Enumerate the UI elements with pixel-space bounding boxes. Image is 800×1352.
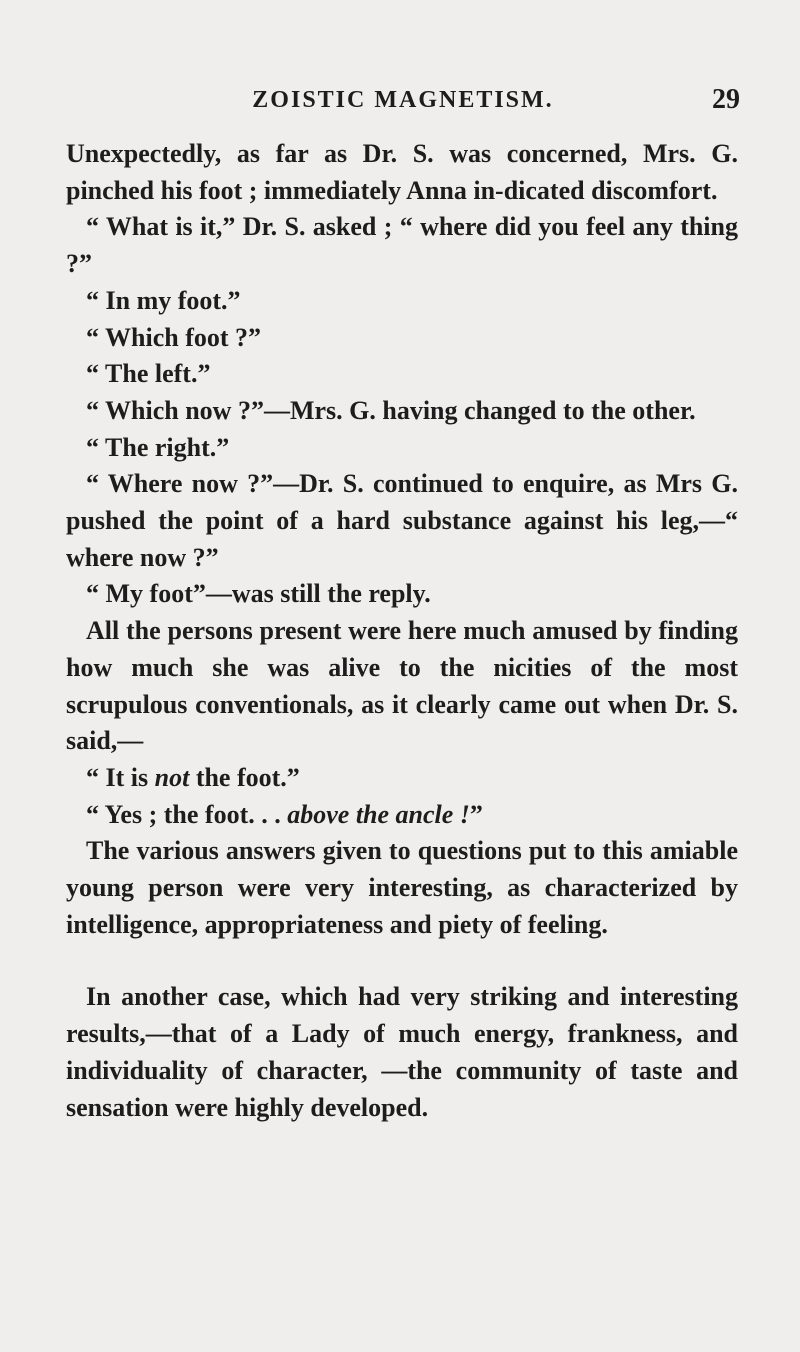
running-head — [66, 84, 740, 116]
paragraph: “ The left.” — [86, 359, 211, 389]
quote-text: “ Yes ; the foot. . . — [86, 799, 288, 829]
running-title: ZOISTIC MAGNETISM. — [252, 87, 554, 113]
page-number: 29 — [712, 84, 740, 115]
quote-text: the foot.” — [189, 762, 300, 792]
quote-emphasis: above the ancle ! — [287, 799, 470, 829]
paragraph — [66, 797, 738, 834]
paragraph: “ What is it,” Dr. S. asked ; “ where did you feel any thing ?” — [66, 212, 738, 279]
paragraph: “ Which now ?”—Mrs. G. having changed to the other. — [86, 395, 696, 425]
paragraph: “ The right.” — [86, 432, 230, 462]
paragraph — [66, 760, 738, 797]
body-text — [66, 136, 738, 1126]
quote-text: “ It is — [86, 762, 155, 792]
paragraph: “ Which foot ?” — [86, 322, 262, 352]
paragraph: In another case, which had very striking and interesting results,—that of a Lady of much energy, frankness, and individuality of character, —the community of taste and sensation were highly developed. — [66, 982, 738, 1122]
paragraph: All the persons present were here much amused by finding how much she was alive to the nicities of the most scrupulous conventionals, as it clearly came out when Dr. S. said,— — [66, 616, 738, 756]
paragraph: The various answers given to questions put to this amiable young person were very interesting, as characterized by intelligence, appropriateness and piety of feeling. — [66, 836, 738, 939]
paragraph: “ My foot”—was still the reply. — [86, 579, 431, 609]
quote-text: ” — [469, 799, 483, 829]
paragraph: Unexpectedly, as far as Dr. S. was concerned, Mrs. G. pinched his foot ; immediately Anna in-dicated discomfort. — [66, 139, 738, 205]
paragraph: “ Where now ?”—Dr. S. continued to enquire, as Mrs G. pushed the point of a hard substance against his leg,—“ where now ?” — [66, 469, 738, 572]
quote-emphasis: not — [154, 762, 190, 792]
paragraph: “ In my foot.” — [86, 285, 241, 315]
